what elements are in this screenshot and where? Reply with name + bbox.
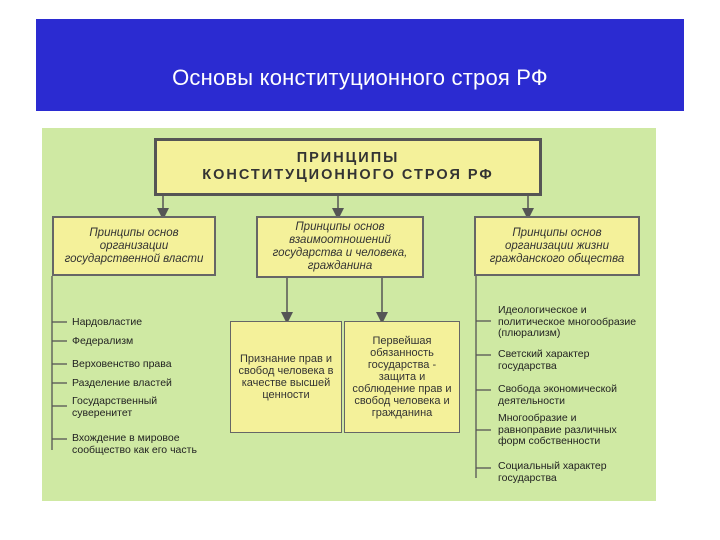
slide-header	[36, 19, 684, 111]
right-list-item: Светский характер государства	[498, 348, 590, 372]
category-label: Принципы основ организации жизни гражданского общества	[489, 226, 625, 265]
left-list-item: Государственный суверенитет	[72, 395, 158, 419]
slide-title: Основы конституционного строя РФ	[172, 65, 548, 90]
sub-box-label: Первейшая обязанность государства - защита и соблюдение прав и свобод человека и гражданина	[352, 335, 452, 419]
left-list-item: Разделение властей	[72, 377, 172, 389]
category-box-civil-society	[474, 216, 640, 276]
left-list-item: Нардовластие	[72, 316, 143, 328]
right-list-item: Многообразие и равноправие различных форм собственности	[498, 412, 617, 447]
sub-box-state-duty	[344, 321, 460, 433]
sub-box-label: Признание прав и свобод человека в качестве высшей ценности	[238, 353, 334, 401]
main-box-line2: КОНСТИТУЦИОННОГО СТРОЯ РФ	[202, 167, 494, 183]
category-box-state-power	[52, 216, 216, 276]
category-label: Принципы основ организации государственной власти	[64, 226, 204, 265]
right-list-item: Свобода экономической деятельности	[498, 383, 617, 407]
left-list-item: Вхождение в мировое сообщество как его часть	[72, 432, 197, 456]
category-box-state-citizen	[256, 216, 424, 278]
sub-box-rights-value	[230, 321, 342, 433]
left-list-item: Федерализм	[72, 335, 134, 347]
main-principles-box	[154, 138, 542, 196]
category-label: Принципы основ взаимоотношений государства и человека, гражданина	[272, 221, 408, 272]
main-box-line1: ПРИНЦИПЫ	[296, 150, 400, 166]
left-list-item: Верховенство права	[72, 358, 172, 370]
right-list-item: Идеологическое и политическое многообразие (плюрализм)	[498, 304, 637, 339]
diagram-panel	[42, 128, 656, 501]
right-list-item: Социальный характер государства	[498, 460, 607, 484]
